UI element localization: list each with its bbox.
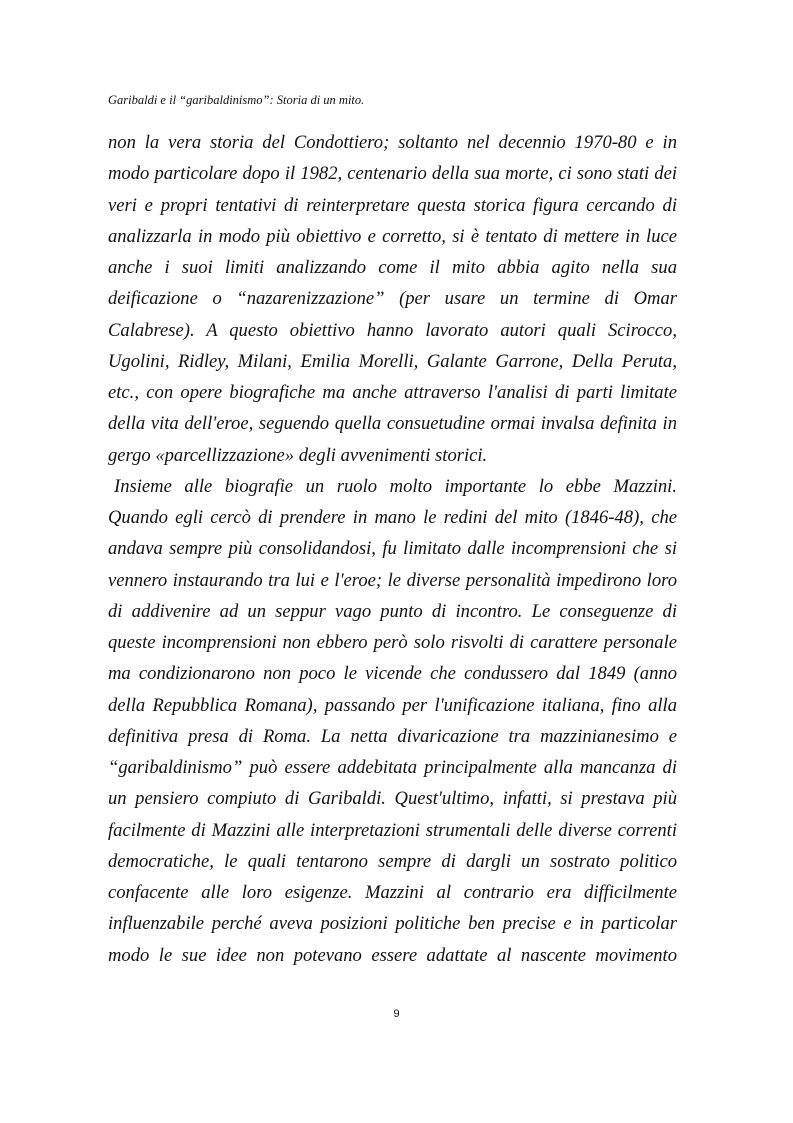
text-line: “garibaldinismo” può essere addebitata principalmente alla mancanza di — [108, 757, 677, 778]
paragraph-last-line: gergo «parcellizzazione» degli avvenimenti storici. — [108, 444, 488, 466]
text-line: deificazione o “nazarenizzazione” (per usare un termine di Omar — [108, 288, 677, 310]
text-line: Quando egli cercò di prendere in mano le redini del mito (1846-48), che — [108, 507, 677, 528]
running-header: Garibaldi e il “garibaldinismo”: Storia di un mito. — [108, 93, 365, 107]
text-line: un pensiero compiuto di Garibaldi. Quest'ultimo, infatti, si prestava più — [108, 788, 677, 810]
text-line: Ugolini, Ridley, Milani, Emilia Morelli, Galante Garrone, Della Peruta, — [108, 350, 677, 372]
text-line: Calabrese). A questo obiettivo hanno lavorato autori quali Scirocco, — [108, 319, 677, 341]
text-line: della Repubblica Romana), passando per l'unificazione italiana, fino alla — [108, 694, 677, 716]
paragraph-first-line: Insieme alle biografie un ruolo molto importante lo ebbe Mazzini. — [114, 475, 677, 497]
text-line: della vita dell'eroe, seguendo quella consuetudine ormai invalsa definita in — [108, 413, 677, 435]
text-line: confacente alle loro esigenze. Mazzini al contrario era difficilmente — [108, 882, 677, 903]
text-line: democratiche, le quali tentarono sempre di dargli un sostrato politico — [108, 850, 677, 872]
text-line: modo le sue idee non potevano essere adattate al nascente movimento — [108, 944, 677, 966]
text-line: anche i suoi limiti analizzando come il mito abbia agito nella sua — [108, 257, 677, 278]
text-line: veri e propri tentativi di reinterpretare questa storica figura cercando di — [108, 194, 677, 216]
text-line: andava sempre più consolidandosi, fu limitato dalle incomprensioni che si — [108, 538, 677, 560]
text-line: etc., con opere biografiche ma anche attraverso l'analisi di parti limitate — [108, 382, 677, 403]
body-text — [108, 127, 677, 971]
text-line: queste incomprensioni non ebbero però solo risvolti di carattere personale — [108, 632, 677, 653]
text-line: vennero instaurando tra lui e l'eroe; le diverse personalità impedirono loro — [108, 569, 677, 591]
text-line: influenzabile perché aveva posizioni politiche ben precise e in particolar — [108, 913, 677, 935]
text-line: non la vera storia del Condottiero; soltanto nel decennio 1970-80 e in — [108, 132, 677, 153]
text-line: definitiva presa di Roma. La netta divaricazione tra mazzinianesimo e — [108, 725, 677, 747]
text-line: modo particolare dopo il 1982, centenario della sua morte, ci sono stati dei — [108, 163, 677, 185]
text-line: facilmente di Mazzini alle interpretazioni strumentali delle diverse correnti — [108, 819, 677, 841]
text-line: di addivenire ad un seppur vago punto di incontro. Le conseguenze di — [108, 600, 677, 622]
text-line: analizzarla in modo più obiettivo e corretto, si è tentato di mettere in luce — [108, 225, 677, 247]
page-number: 9 — [393, 1008, 400, 1020]
text-line: ma condizionarono non poco le vicende che condussero dal 1849 (anno — [108, 663, 677, 685]
